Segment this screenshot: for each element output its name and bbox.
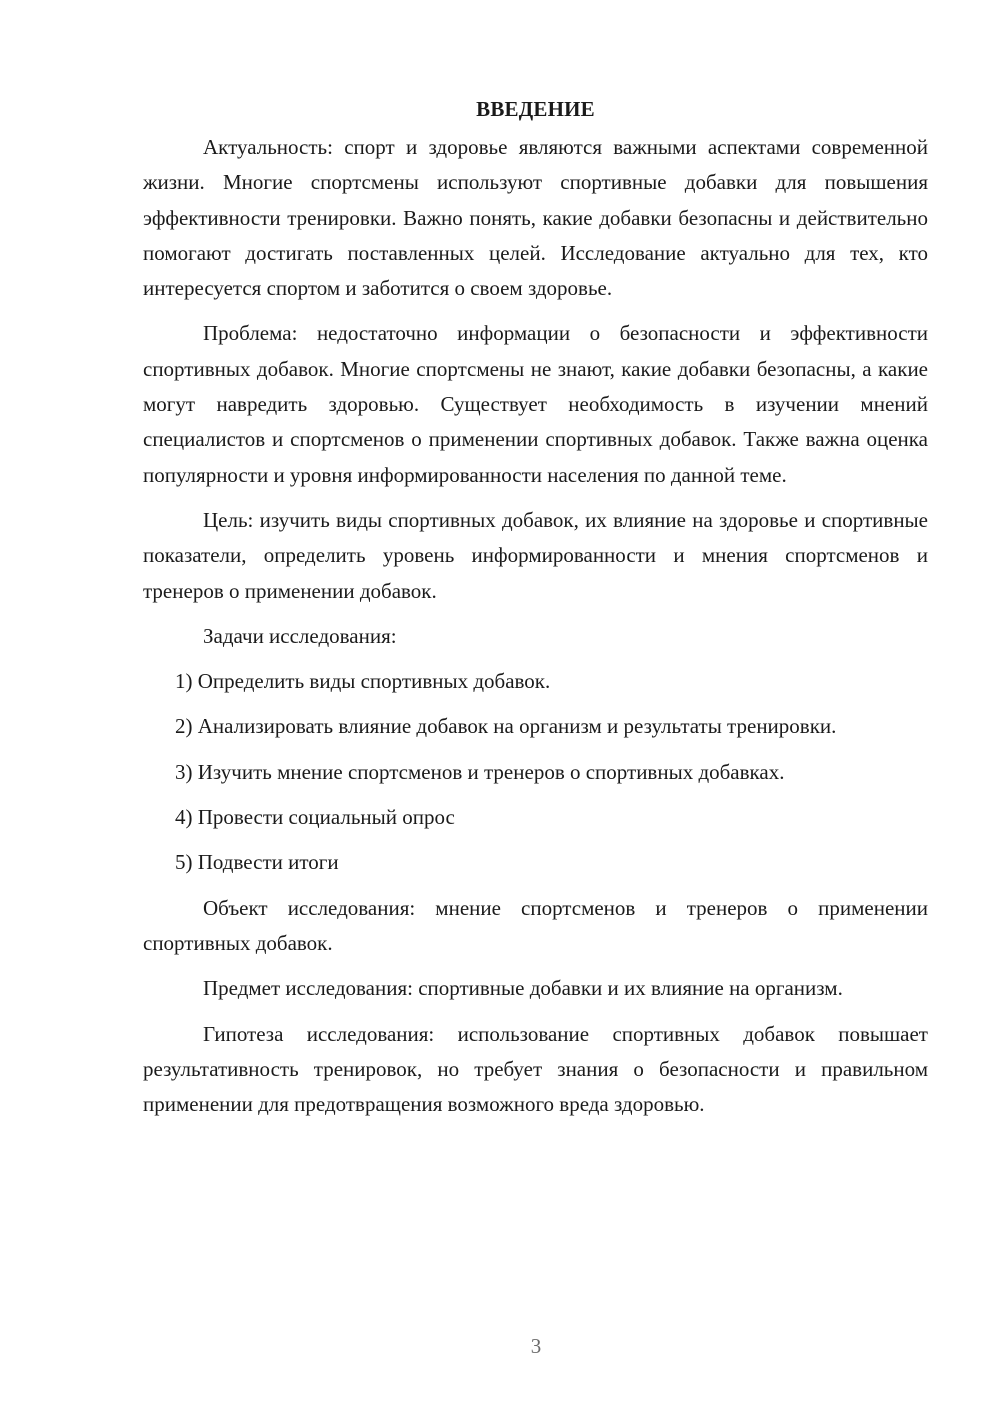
tasks-heading: Задачи исследования: bbox=[203, 623, 397, 648]
list-item: 2) Анализировать влияние добавок на организм и результаты тренировки. bbox=[175, 714, 837, 739]
hypothesis-paragraph: Гипотеза исследования: использование спортивных добавок повышает результативность тренировок, но требует знания о безопасности и правильном применении для предотвращения возможного вреда здоровью. bbox=[143, 1021, 928, 1117]
object-paragraph: Объект исследования: мнение спортсменов и тренеров о применении спортивных добавок. bbox=[143, 895, 928, 955]
list-item: 1) Определить виды спортивных добавок. bbox=[175, 669, 551, 694]
list-item: 5) Подвести итоги bbox=[175, 850, 339, 875]
problem-paragraph: Проблема: недостаточно информации о безопасности и эффективности спортивных добавок. Многие спортсмены не знают, какие добавки безопасны, а какие могут навредить здоровью. Существует необходимость в изучении мнений специалистов и спортсменов о применении спортивных добавок. Также важна оценка популярности и уровня информированности населения по данной теме. bbox=[143, 321, 928, 487]
list-item: 3) Изучить мнение спортсменов и тренеров о спортивных добавках. bbox=[175, 759, 785, 784]
document-page bbox=[143, 92, 928, 1122]
list-item: 4) Провести социальный опрос bbox=[175, 805, 455, 830]
section-title: ВВЕДЕНИЕ bbox=[476, 97, 595, 121]
goal-paragraph: Цель: изучить виды спортивных добавок, их влияние на здоровье и спортивные показатели, определить уровень информированности и мнения спортсменов и тренеров о применении добавок. bbox=[143, 507, 928, 603]
page-number: 3 bbox=[530, 1334, 542, 1358]
relevance-paragraph: Актуальность: спорт и здоровье являются важными аспектами современной жизни. Многие спортсмены используют спортивные добавки для повышения эффективности тренировки. Важно понять, какие добавки безопасны и действительно помогают достигать поставленных целей. Исследование актуально для тех, кто интересуется спортом и заботится о своем здоровье. bbox=[143, 135, 928, 301]
tasks-list bbox=[143, 664, 928, 880]
subject-paragraph: Предмет исследования: спортивные добавки и их влияние на организм. bbox=[203, 976, 843, 1001]
